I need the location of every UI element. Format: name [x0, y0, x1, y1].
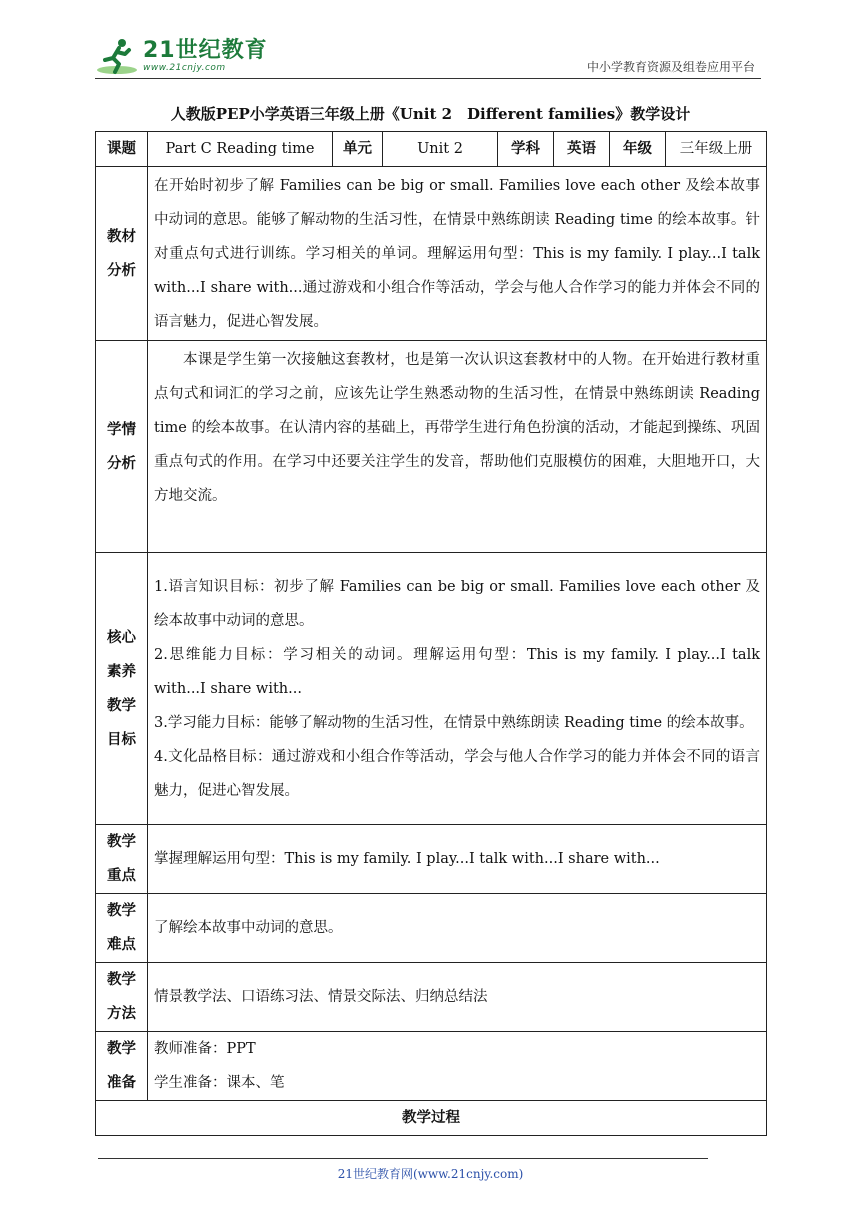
unit-label: 单元 — [333, 132, 383, 167]
prep-label-line: 准备 — [107, 1075, 136, 1091]
subject-value: 英语 — [554, 132, 610, 167]
difficult-label-line: 教学 — [107, 903, 136, 919]
learner-label — [96, 341, 148, 553]
goals-content — [148, 553, 767, 825]
method-row — [96, 963, 767, 1032]
teacher-prep: 教师准备：PPT — [154, 1041, 256, 1057]
prep-content — [148, 1032, 767, 1101]
process-row — [96, 1101, 767, 1136]
document-title: 人教版PEP小学英语三年级上册《Unit 2 Different families》教学设计 — [170, 105, 691, 123]
goals-label-line: 教学 — [107, 697, 136, 714]
goal-item: 4.文化品格目标：通过游戏和小组合作等活动，学会与他人合作学习的能力并体会不同的语言魅力，促进心智发展。 — [154, 748, 760, 799]
platform-name: 中小学教育资源及组卷应用平台 — [586, 60, 755, 74]
goals-label-line: 目标 — [107, 731, 136, 748]
material-text: 在开始时初步了解 Families can be big or small. Families love each other 及绘本故事中动词的意思。能够了解动物的生活习性，在情景中熟练朗读 Reading time 的绘本故事。针对重点句式进行训练。学习相关的单词。理解运用句型：This is my family. I play...I talk with...I share with...通过游戏和小组合作等活动，学会与他人合作学习的能力并体会不同的语言魅力，促进心智发展。 — [148, 167, 767, 341]
goal-item: 2.思维能力目标：学习相关的动词。理解运用句型：This is my family. I play...I talk with...I share with... — [154, 646, 760, 697]
material-label — [96, 167, 148, 341]
runner-logo-icon — [95, 36, 139, 76]
info-row — [96, 132, 767, 167]
goals-label — [96, 553, 148, 825]
difficult-label — [96, 894, 148, 963]
footer-divider — [98, 1158, 708, 1159]
method-label — [96, 963, 148, 1032]
logo-text: 21世纪教育 — [143, 38, 268, 63]
learner-text: 本课是学生第一次接触这套教材，也是第一次认识这套教材中的人物。在开始进行教材重点句式和词汇的学习之前，应该先让学生熟悉动物的生活习性，在情景中熟练朗读 Reading time 的绘本故事。在认清内容的基础上，再带学生进行角色扮演的活动，才能起到操练、巩固重点句式的作用。在学习中还要关注学生的发音，帮助他们克服模仿的困难，大胆地开口，大方地交流。 — [148, 341, 767, 553]
goal-item: 3.学习能力目标：能够了解动物的生活习性，在情景中熟练朗读 Reading time 的绘本故事。 — [154, 714, 754, 731]
difficult-point-row — [96, 894, 767, 963]
difficult-label-line: 难点 — [107, 937, 136, 953]
topic-label: 课题 — [96, 132, 148, 167]
material-label-line: 分析 — [107, 262, 136, 279]
difficult-text: 了解绘本故事中动词的意思。 — [148, 894, 767, 963]
learner-analysis-row — [96, 341, 767, 553]
topic-value: Part C Reading time — [148, 132, 333, 167]
learner-label-line: 分析 — [107, 455, 136, 472]
goals-label-line: 素养 — [107, 663, 136, 680]
key-label-line: 教学 — [107, 834, 136, 850]
goals-row — [96, 553, 767, 825]
method-text: 情景教学法、口语练习法、情景交际法、归纳总结法 — [148, 963, 767, 1032]
subject-label: 学科 — [498, 132, 554, 167]
prep-label-line: 教学 — [107, 1041, 136, 1057]
goals-label-line: 核心 — [107, 629, 136, 646]
key-text: 掌握理解运用句型：This is my family. I play...I talk with...I share with... — [148, 825, 767, 894]
key-label-line: 重点 — [107, 868, 136, 884]
method-label-line: 教学 — [107, 972, 136, 988]
grade-value: 三年级上册 — [666, 132, 767, 167]
material-label-line: 教材 — [107, 228, 136, 245]
goal-item: 1.语言知识目标：初步了解 Families can be big or small. Families love each other 及绘本故事中动词的意思。 — [154, 578, 760, 629]
key-point-row — [96, 825, 767, 894]
footer-text: 21世纪教育网(www.21cnjy.com) — [337, 1167, 524, 1181]
lesson-plan-table — [95, 131, 767, 1136]
key-label — [96, 825, 148, 894]
student-prep: 学生准备：课本、笔 — [154, 1075, 285, 1091]
method-label-line: 方法 — [107, 1006, 136, 1022]
prep-label — [96, 1032, 148, 1101]
grade-label: 年级 — [610, 132, 666, 167]
unit-value: Unit 2 — [383, 132, 498, 167]
learner-label-line: 学情 — [107, 421, 136, 438]
process-label: 教学过程 — [96, 1101, 767, 1136]
material-analysis-row — [96, 167, 767, 341]
logo-url: www.21cnjy.com — [143, 63, 226, 73]
preparation-row — [96, 1032, 767, 1101]
site-logo — [95, 36, 268, 76]
page-header — [95, 36, 761, 79]
